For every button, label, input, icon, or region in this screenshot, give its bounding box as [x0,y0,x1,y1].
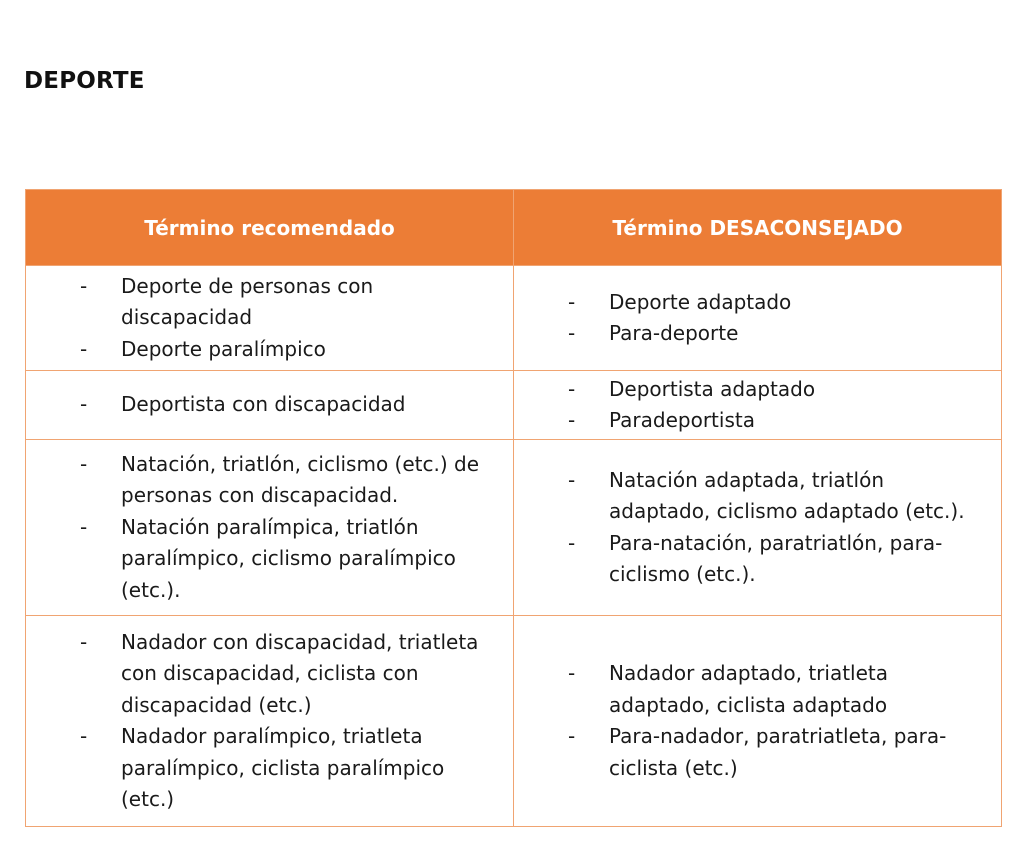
term-list [514,374,1001,437]
terms-table [25,189,1002,827]
discouraged-cell [514,616,1002,827]
table-row [26,371,1002,440]
list-item: - Deporte paralímpico [26,334,513,366]
discouraged-cell [514,440,1002,616]
table-header-row [26,190,1002,266]
list-item: - Para-natación, paratriatlón, para-ciclismo (etc.). [514,528,1001,591]
discouraged-cell [514,371,1002,440]
list-item: - Natación paralímpica, triatlón paralímpico, ciclismo paralímpico (etc.). [26,512,513,607]
recommended-cell [26,371,514,440]
term-list [26,627,513,816]
list-item: - Natación, triatlón, ciclismo (etc.) de personas con discapacidad. [26,449,513,512]
discouraged-cell [514,266,1002,371]
list-item: - Natación adaptada, triatlón adaptado, ciclismo adaptado (etc.). [514,465,1001,528]
list-item: - Deportista adaptado [514,374,1001,406]
term-list [514,658,1001,784]
list-item: - Deporte adaptado [514,287,1001,319]
term-list [514,287,1001,350]
table-row [26,440,1002,616]
table-row [26,616,1002,827]
list-item: - Nadador con discapacidad, triatleta con discapacidad, ciclista con discapacidad (etc.) [26,627,513,722]
recommended-cell [26,440,514,616]
recommended-cell [26,266,514,371]
term-list [514,465,1001,591]
recommended-cell [26,616,514,827]
page-heading: DEPORTE [24,68,145,94]
list-item: - Para-deporte [514,318,1001,350]
term-list [26,449,513,607]
term-list [26,389,513,421]
column-header-recommended: Término recomendado [26,190,514,266]
list-item: - Deportista con discapacidad [26,389,513,421]
list-item: - Nadador paralímpico, triatleta paralímpico, ciclista paralímpico (etc.) [26,721,513,816]
list-item: - Deporte de personas con discapacidad [26,271,513,334]
list-item: - Nadador adaptado, triatleta adaptado, ciclista adaptado [514,658,1001,721]
list-item: - Paradeportista [514,405,1001,437]
table-row [26,266,1002,371]
term-list [26,271,513,366]
list-item: - Para-nadador, paratriatleta, para-ciclista (etc.) [514,721,1001,784]
column-header-discouraged: Término DESACONSEJADO [514,190,1002,266]
